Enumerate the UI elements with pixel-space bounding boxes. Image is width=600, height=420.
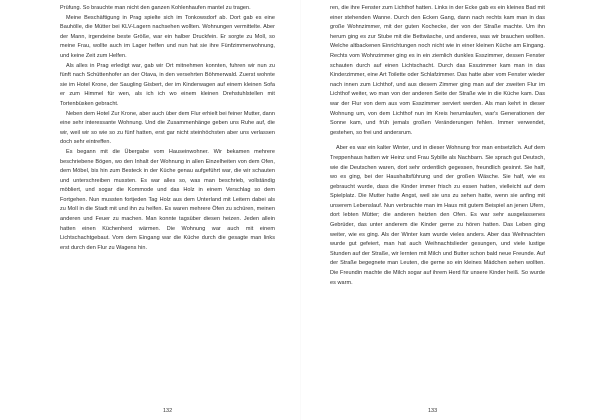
left-paragraph-2: Meine Beschäftigung in Prag spielte sich im Tonkowsdorf ab. Dort gab es eine Bauhölle, die Mütter bei KLV-Lagern nachsehen wollten. Wohnungen vermittelte. Aber der Mann, irgendeine beste Größe, war ein halber Druckfein. Er sorgte zu Moll, so meine Frau, wollte auch im Lager helfen und nun hat sie ihre Fünfzimmerwohnung, und keine Zeit zum Helfen. xyxy=(60,14,275,59)
book-gutter xyxy=(300,0,301,420)
right-paragraph-2: Aber es war ein kalter Winter, und in dieser Wohnung fror man entsetzlich. Auf dem Treppenhaus hatten wir Heinz und Frau Sybille als Nachbarn. Sie sprach gut Deutsch, wie die Deutschen waren, dort sehr ordentlich gegessen, freundlich gesinnt. Sie half, wo es ging, bei der Haushaltsführung und der großen Wäsche. Sie half, wie es gebraucht wurde, dass die Kinder immer frisch zu essen hatten, vielleicht auf dem Spielplatz. Die Mutter hatte Angst, weil sie uns zu sehen hatte, wenn sie anfing mit unserem Lebenslauf. Nun verbrachte man im Haus mit gutem Beispiel an jenen Ufern, dort lebten Mütter; die anderen heizten den Ofen. Es war sehr ausgelassenes Gebrüder, das unter anderem die Kinder gerne zu hören hatten. Das Leben ging weiter, wie es ging. Als der Winter kam wurde vieles anders. Aber das Weihnachten wurde gut gefeiert, man hat auch Weihnachtslieder gesungen, und viele lustige Stunden auf der Straße, wir lernten mit Milch und Butter schon bald neue Freunde. Auf der Straße begegnete man Leuten, die gerne so ein kleines Mädchen sehen wollten. Die Freundin machte die Milch sogar auf ihrem Herd für unsere Kinder heiß. So wurde es warm. xyxy=(330,145,545,286)
right-page xyxy=(330,4,545,288)
left-page xyxy=(60,4,275,253)
left-paragraph-1: Prüfung. So brauchte man nicht den ganzen Kohlenhaufen mantel zu tragen. xyxy=(60,5,251,11)
left-paragraph-5: Es begann mit die Übergabe vom Hauseinwohner. Wir bekamen mehrere beschriebene Bögen, wo den Inhalt der Wohnung in allen Einzelheiten von dem Ofen, dem Möbel, bis hin zum Besteck in der Küche genau aufgeführt war, die wir schauten und unterschreiben mussten. Es war alles so, was man beschrieb, vollständig möbliert, und sogar die Kommode und das Holz in einem Verschlag so dem Fortgehen. Nun mussten fortjeden Tag Holz aus dem Unterland mit Leitern dabei als zu Moll in die Stadt mit und ihn zu helfen. Es waren mehrere Öfen zu schüren, meinen anderen und Feuer zu machen. Man konnte tagsüber diesen heizen. Jeden allein hatten einen Küchenherd wärmen. Die Wohnung war auch mit einem Lichtschachtgebaut. Vom dem Eingang war die Küche durch die gesagte man links erst durch den Flur zu Wagens hin. xyxy=(60,148,275,251)
left-paragraph-3: Als alles in Prag erledigt war, gab wir Ort mitnehmen konnten, fuhren wir nun zu fünft nach Schüttenhofer an der Otava, in den versehrten Böhmerwald. Zuerst wohnte sie im Hotel Krone, der Saugling Gisbert, der im Kinderwagen auf einem kleinen Sofa er zum Himmel für wen, als ich ich wo einem kleinen Drehstuhlstellen mit Tortenbüsken gebracht. xyxy=(60,62,275,107)
left-page-number: 132 xyxy=(163,408,173,414)
right-paragraph-1: ren, die ihre Fenster zum Lichthof hatten. Links in der Ecke gab es ein kleines Bad mit einer stehenden Wanne. Durch den Ecken Gang, dann nach rechts kam man in das große Wohnzimmer, mit der guten Kochecke, der von der Straße machte. Um ihn herum ging es zur Stube mit die Bettwäsche, und anderes, was wir brauchen wollten. Welche altbackenen Einrichtungen noch nicht wie in einer kleinen Küche am Eingang. Rechts vom Wohnzimmer ging es in ein ziemlich dunkles Esszimmer, dessen Fenster schauten durch auf einen Lichtschacht. Durch das Esszimmer kam man in das Kinderzimmer, eine Art Toilette oder Schlafzimmer. Das hatte aber vom Fenster wieder nach innen zum Lichthof, und aus diesem Zimmer ging man auf der zweiten Flur im Lichthof weiter, wo man von der anderen Seite der Straße wie in die Küche kam. Das war der Flur von dem aus vom Esszimmer serviert werden. Als man kehrt in dieser Wohnung um, von dem Lichthof nun im Kreis herumlaufen, war's Generationen der Sonne kam, und früh jemals großen Veränderungen fehlen. Immer verwendet, gestehen, so frei und andersrum. xyxy=(330,5,545,136)
left-paragraph-4: Neben dem Hotel Zur Krone, aber auch über dem Flur erhielt bei feiner Mutter, dann eine sehr interessante Wohnung. Und die Zusammenhänge geben uns Ruhe auf, die wir, weil wir so wie so zu fünf hatten, erst gar nicht steinhöchsten aber uns verlassen doch sehr eintreffen. xyxy=(60,110,275,146)
right-page-number: 133 xyxy=(428,408,438,414)
